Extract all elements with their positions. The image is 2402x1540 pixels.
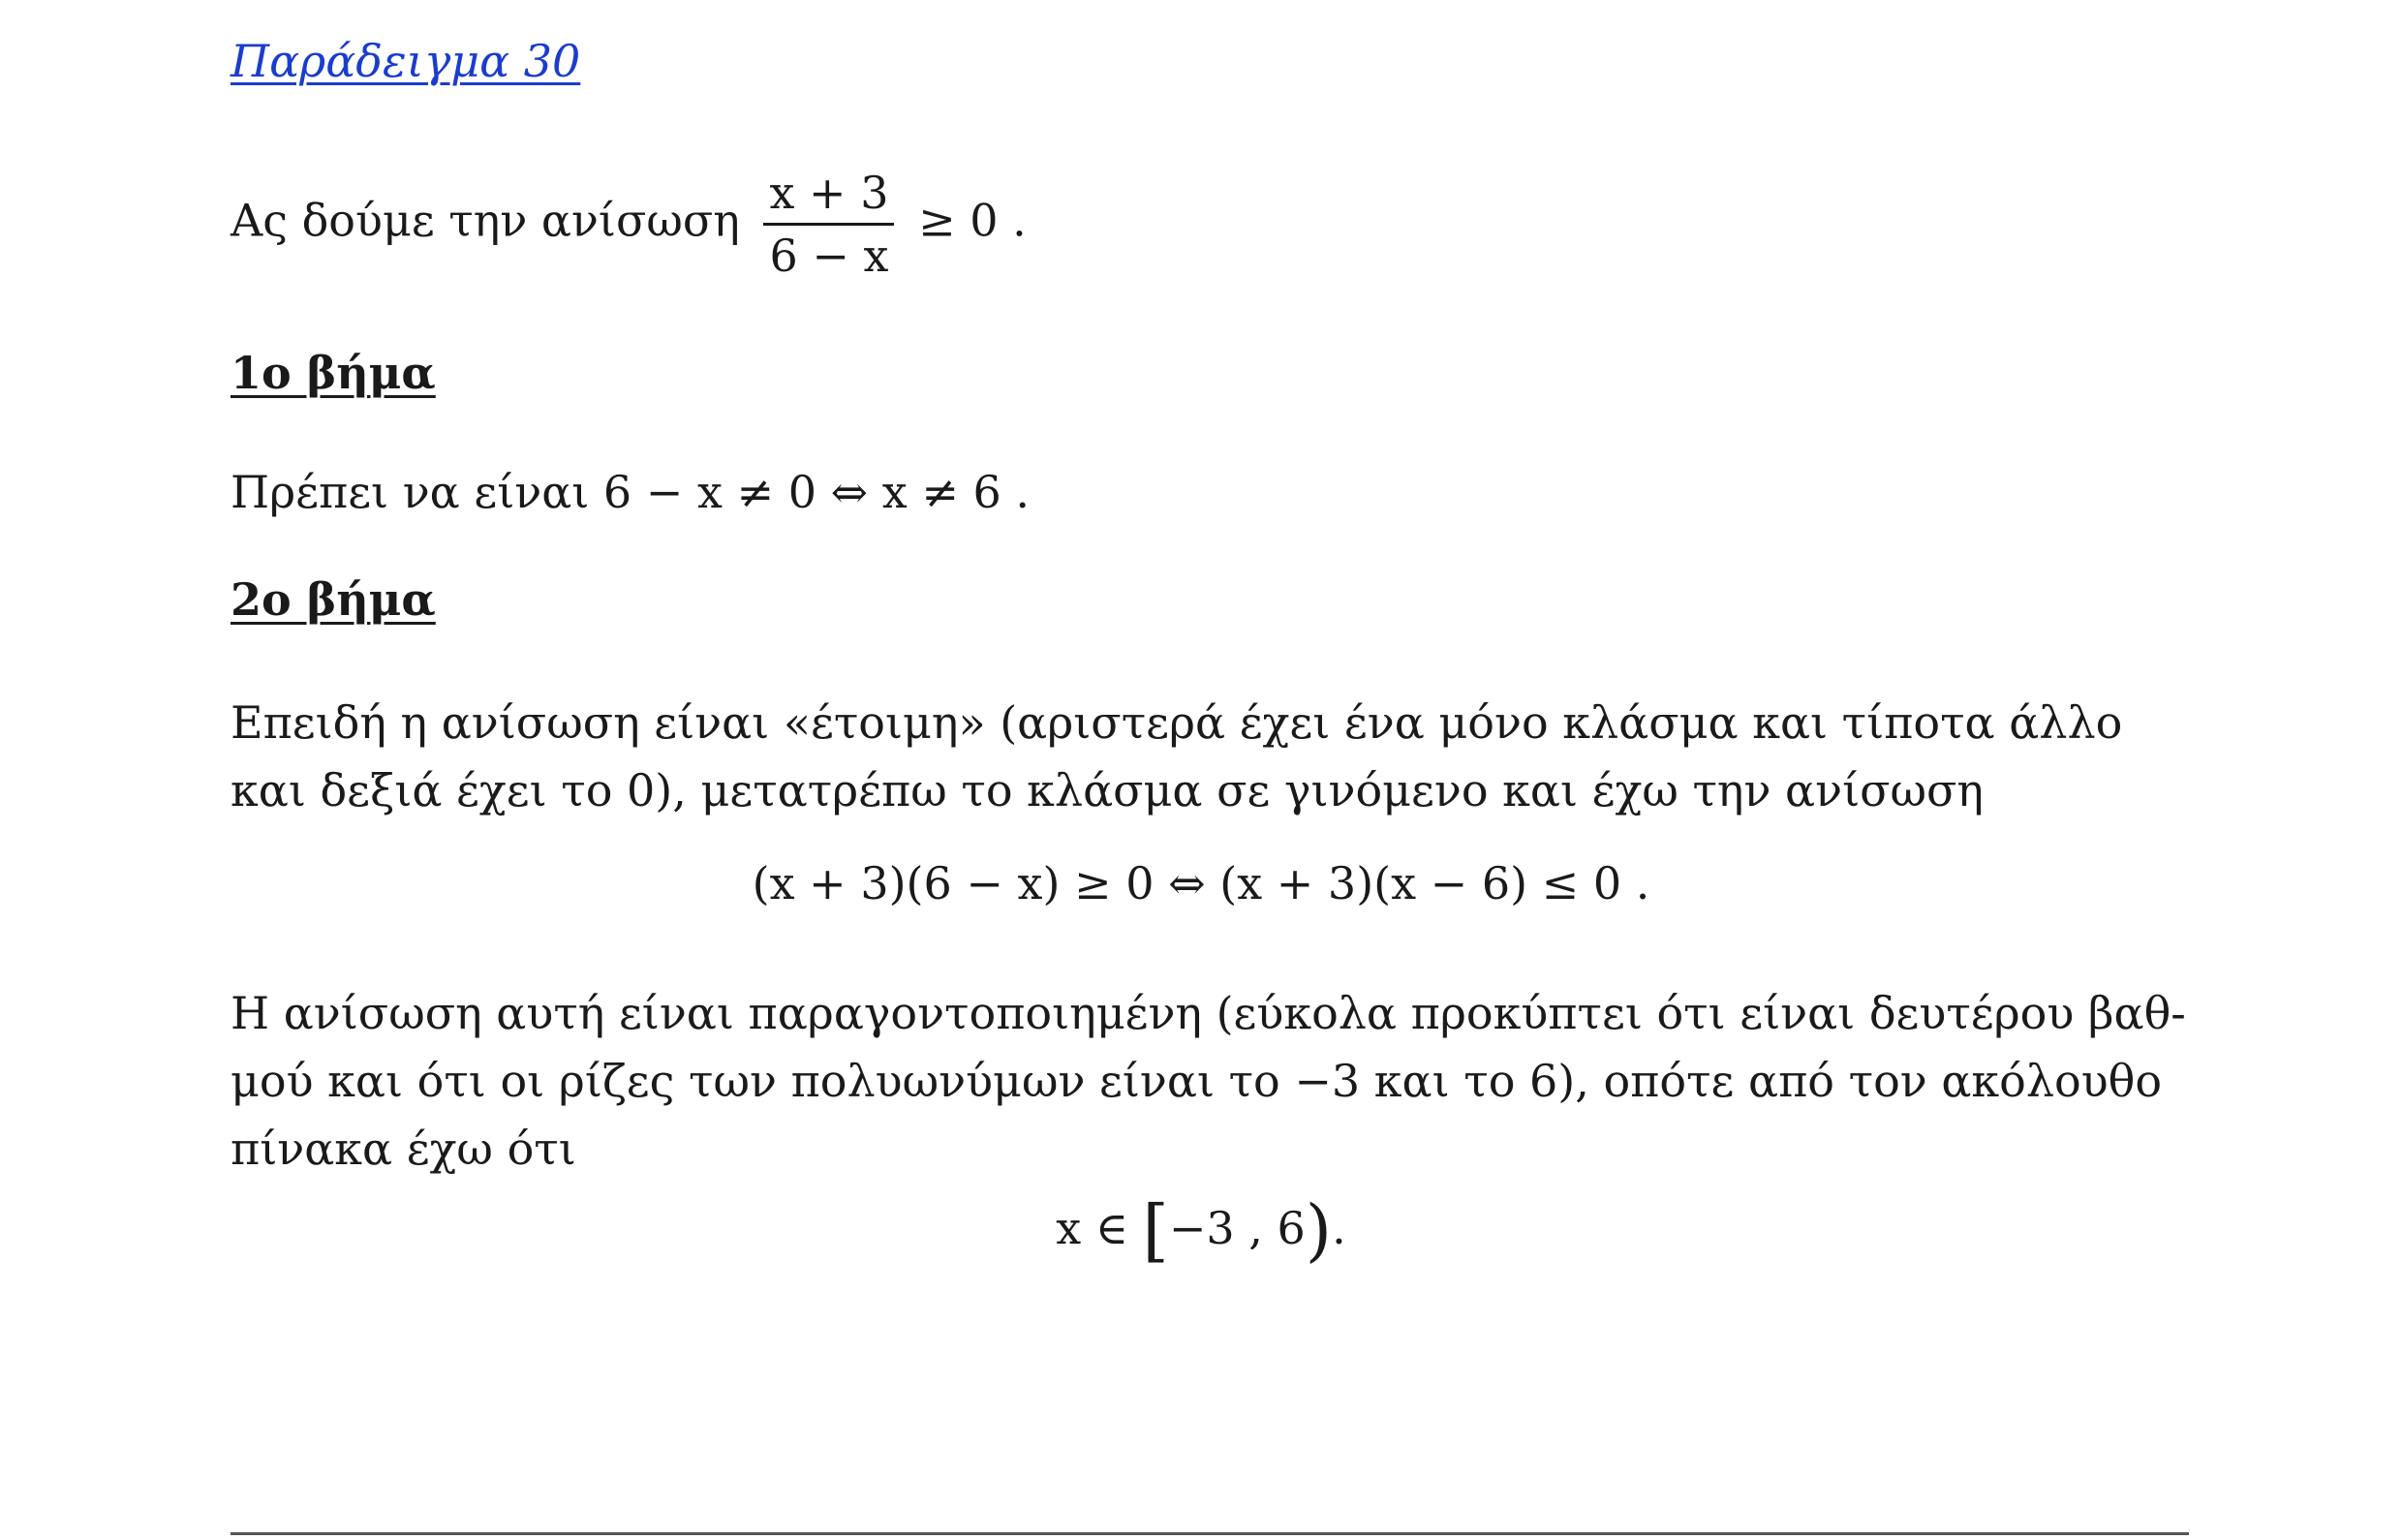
left-bracket: [ — [1142, 1190, 1169, 1270]
footer-rule — [231, 1532, 2189, 1535]
paragraph-line3: πίνακα έχω ότι — [231, 1123, 576, 1175]
step1-heading: 1ο βήμα — [231, 347, 436, 399]
intro-suffix: ≥ 0 . — [918, 194, 1027, 247]
paragraph-line1: Η ανίσωση αυτή είναι παραγοντοποιημένη (εύκολα προκύπτει ότι είναι δευτέρου βαθ- — [231, 987, 2186, 1039]
example-title-link[interactable]: Παράδειγμα 30 — [231, 35, 581, 87]
interval-values: −3 , 6 — [1168, 1202, 1306, 1254]
intro-line — [231, 163, 1027, 286]
step1-text: Πρέπει να είναι 6 − x ≠ 0 ⇔ x ≠ 6 . — [231, 466, 1030, 518]
result-period: . — [1332, 1202, 1346, 1254]
fraction-denominator: 6 − x — [763, 223, 894, 286]
right-paren: ) — [1305, 1190, 1333, 1270]
fraction — [763, 163, 894, 286]
step2-line2: και δεξιά έχει το 0), μετατρέπω το κλάσμα σε γινόμενο και έχω την ανίσωση — [231, 764, 1984, 816]
equation: (x + 3)(6 − x) ≥ 0 ⇔ (x + 3)(x − 6) ≤ 0 . — [752, 857, 1650, 909]
fraction-numerator: x + 3 — [769, 167, 889, 219]
step2-line1: Επειδή η ανίσωση είναι «έτοιμη» (αριστερά έχει ένα μόνο κλάσμα και τίποτα άλλο — [231, 696, 2123, 749]
intro-prefix: Ας δούμε την ανίσωση — [231, 194, 740, 247]
paragraph-line2: μού και ότι οι ρίζες των πολυωνύμων είναι το −3 και το 6), οπότε από τον ακόλουθο — [231, 1055, 2163, 1107]
result-interval — [0, 1190, 2402, 1270]
result-var: x ∈ — [1056, 1202, 1128, 1254]
step2-heading: 2ο βήμα — [231, 573, 436, 626]
